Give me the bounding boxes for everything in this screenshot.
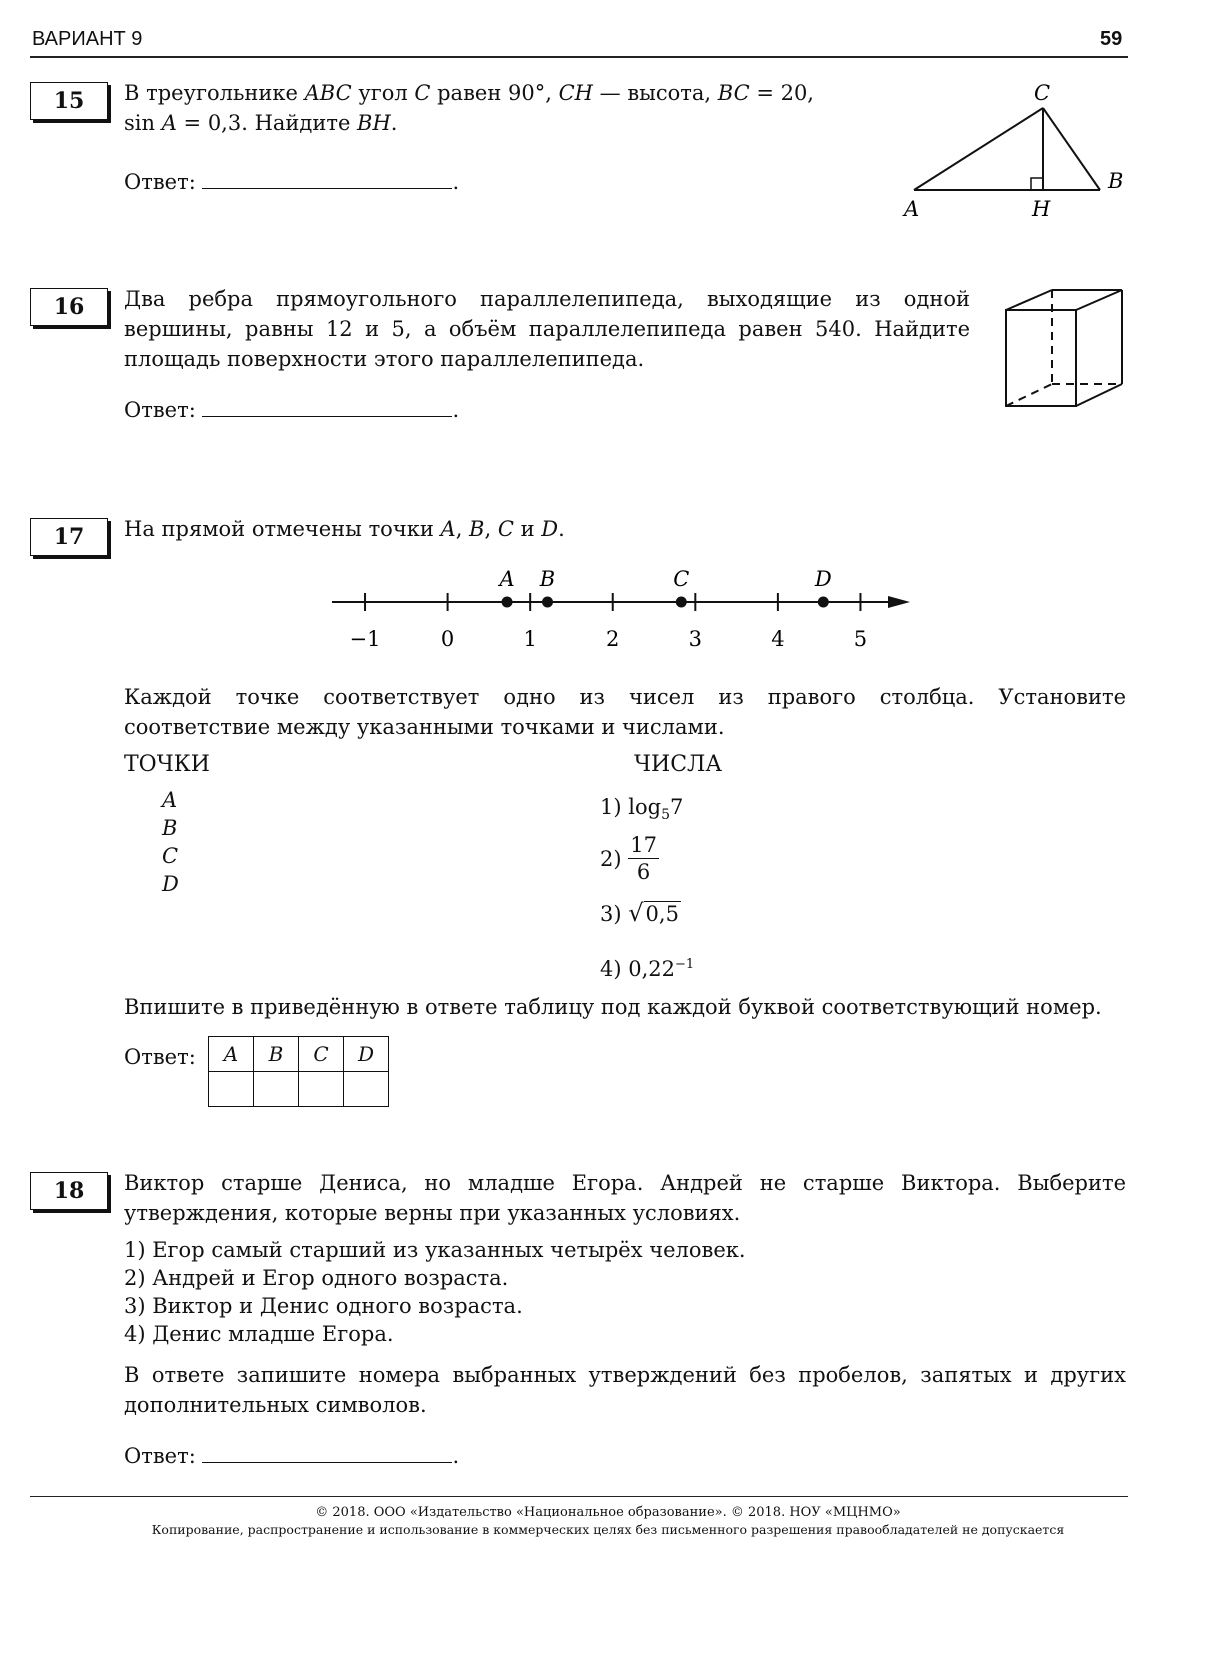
footer-notice: Копирование, распространение и использование в коммерческих целях без письменного разрешения правообладателей не допускается: [151, 1522, 1065, 1537]
task-15-number: 15: [30, 82, 108, 120]
parallelepiped-figure: [1000, 284, 1130, 414]
point-letters: [162, 786, 179, 898]
label-a: A: [904, 197, 920, 221]
task-15-text: В треугольнике ABC угол C равен 90°, CH — высота, BC = 20, sin A = 0,3. Найдите BH.: [124, 81, 814, 135]
statement-2: 2) Андрей и Егор одного возраста.: [124, 1266, 509, 1290]
task-15-answer-field[interactable]: [202, 166, 452, 189]
task-17-text: На прямой отмечены точки A, B, C и D.: [124, 517, 565, 541]
point-b-dot: [542, 597, 553, 608]
label-c: C: [1034, 81, 1051, 105]
point-d-label: D: [814, 567, 832, 591]
task-18-answer: Ответ: .: [124, 1440, 459, 1471]
option-3: 3) √0,5: [600, 899, 679, 927]
tick-label: 1: [523, 627, 537, 651]
task-18-answer-field[interactable]: [202, 1440, 452, 1463]
number-line-arrow: [888, 596, 910, 608]
answer-cell-a[interactable]: [209, 1072, 254, 1107]
statement-4: 4) Денис младше Егора.: [124, 1322, 394, 1346]
footer-copyright: © 2018. ООО «Издательство «Национальное образование». © 2018. НОУ «МЦНМО»: [315, 1505, 901, 1520]
tick-label: 2: [606, 627, 620, 651]
task-16-number: 16: [30, 288, 108, 326]
variant-title: ВАРИАНТ 9: [32, 28, 143, 50]
page-number: 59: [1100, 28, 1123, 50]
tick-label: 4: [771, 627, 785, 651]
option-1: 1) $\log_57$: [600, 795, 684, 824]
task-18-note: В ответе запишите номера выбранных утверждений без пробелов, запятых и других дополнительных символов.: [124, 1363, 1126, 1417]
task-18-number: 18: [30, 1172, 108, 1210]
point-c: C: [162, 844, 179, 868]
point-a-label: A: [499, 567, 515, 591]
answer-header-a: A: [209, 1037, 254, 1072]
point-b-label: B: [539, 567, 556, 591]
task-17-answer-table: [208, 1036, 389, 1107]
task-18-statements: [124, 1236, 746, 1348]
task-15-answer: Ответ: .: [124, 166, 459, 197]
option-4: 4) $0,22^{-1}$: [600, 957, 695, 981]
point-c-label: C: [673, 567, 690, 591]
task-17-number: 17: [30, 518, 108, 556]
tick-label: 0: [440, 627, 455, 651]
label-b: B: [1108, 169, 1124, 193]
task-16-answer: Ответ: .: [124, 394, 459, 425]
answer-header-b: B: [254, 1037, 299, 1072]
tick-label: 3: [688, 627, 703, 651]
statement-1: 1) Егор самый старший из указанных четырёх человек.: [124, 1238, 746, 1262]
triangle-figure: [900, 78, 1140, 228]
point-d: D: [162, 872, 179, 896]
col-points-heading: ТОЧКИ: [124, 752, 210, 777]
col-numbers-heading: ЧИСЛА: [634, 752, 723, 777]
task-18-text: Виктор старше Дениса, но младше Егора. Андрей не старше Виктора. Выберите утверждения, которые верны при указанных условиях.: [124, 1171, 1126, 1225]
task-17-write-instruction: Впишите в приведённую в ответе таблицу под каждой буквой соответствующий номер.: [124, 995, 1102, 1019]
point-c-dot: [676, 597, 687, 608]
point-a: A: [162, 788, 178, 812]
point-d-dot: [818, 597, 829, 608]
point-a-dot: [502, 597, 513, 608]
header-rule: [30, 56, 1128, 58]
label-h: H: [1032, 197, 1051, 221]
tick-label: 5: [853, 627, 868, 651]
number-line: [320, 560, 940, 660]
option-2: 2) $\frac{17}{6}$: [600, 833, 657, 884]
answer-header-c: C: [299, 1037, 344, 1072]
task-16-answer-field[interactable]: [202, 394, 452, 417]
answer-cell-c[interactable]: [299, 1072, 344, 1107]
task-17-instructions: Каждой точке соответствует одно из чисел из правого столбца. Установите соответствие между указанными точками и числами.: [124, 685, 1126, 739]
point-b: B: [162, 816, 178, 840]
task-16-text: Два ребра прямоугольного параллелепипеда, выходящие из одной вершины, равны 12 и 5, а объём параллелепипеда равен 540. Найдите площадь поверхности этого параллелепипеда.: [124, 287, 970, 371]
task-17-answer-label: Ответ:: [124, 1045, 196, 1069]
answer-header-d: D: [344, 1037, 389, 1072]
answer-cell-d[interactable]: [344, 1072, 389, 1107]
statement-3: 3) Виктор и Денис одного возраста.: [124, 1294, 523, 1318]
answer-cell-b[interactable]: [254, 1072, 299, 1107]
tick-label: −1: [349, 627, 381, 651]
footer-rule: [30, 1496, 1128, 1497]
